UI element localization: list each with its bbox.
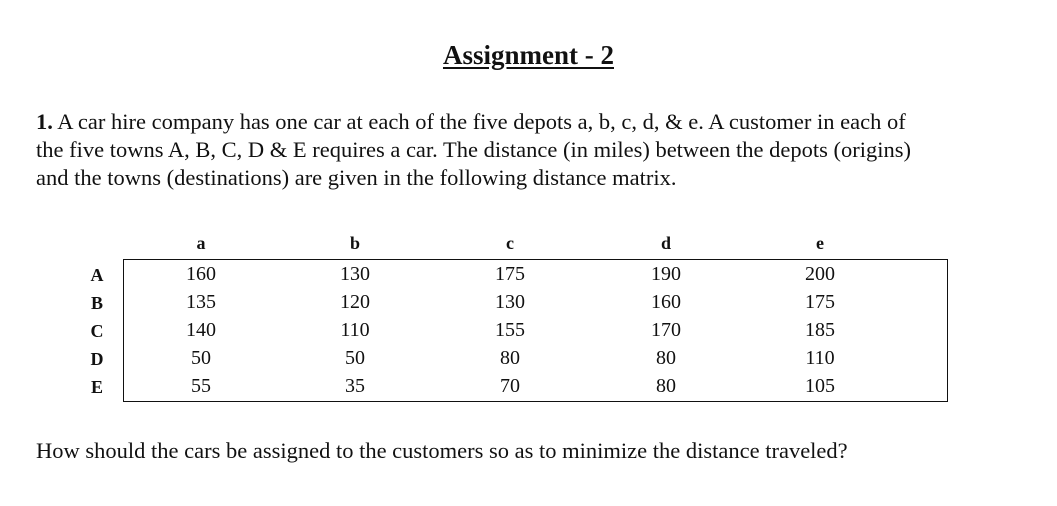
matrix-cell: 200 xyxy=(805,263,835,285)
matrix-cell: 140 xyxy=(186,319,216,341)
matrix-cell: 135 xyxy=(186,291,216,313)
row-label: A xyxy=(90,265,104,285)
matrix-cell: 130 xyxy=(495,291,525,313)
question-text: How should the cars be assigned to the customers so as to minimize the distance traveled? xyxy=(36,438,848,463)
row-label: B xyxy=(90,293,103,313)
matrix-cell: 50 xyxy=(191,347,211,369)
matrix-cell: 80 xyxy=(656,375,676,397)
matrix-cell: 110 xyxy=(805,347,835,369)
column-header: b xyxy=(349,233,360,253)
matrix-cell: 70 xyxy=(500,375,520,397)
matrix-cell: 160 xyxy=(651,291,681,313)
column-header: c xyxy=(506,233,514,253)
column-header: a xyxy=(196,233,206,253)
matrix-cell: 160 xyxy=(186,263,216,285)
matrix-cell: 155 xyxy=(495,319,525,341)
column-header: e xyxy=(816,233,824,253)
matrix-cell: 130 xyxy=(340,263,370,285)
matrix-cell: 170 xyxy=(651,319,681,341)
problem-number: 1. xyxy=(36,109,53,134)
matrix-cell: 80 xyxy=(500,347,520,369)
row-label: D xyxy=(90,349,104,369)
matrix-cell: 35 xyxy=(345,375,365,397)
matrix-cell: 55 xyxy=(191,375,211,397)
matrix-cell: 185 xyxy=(805,319,835,341)
problem-statement xyxy=(36,108,936,192)
matrix-cell: 175 xyxy=(495,263,525,285)
matrix-cell: 120 xyxy=(340,291,370,313)
matrix-cell: 80 xyxy=(656,347,676,369)
column-header: d xyxy=(660,233,671,253)
problem-text: A car hire company has one car at each of the five depots a, b, c, d, & e. A customer in each of the five towns A, B, C, D & E requires a car. The distance (in miles) between the depots (origins) and the towns (destinations) are given in the following distance matrix. xyxy=(36,109,911,190)
page-title: Assignment - 2 xyxy=(442,40,614,70)
matrix-cell: 50 xyxy=(345,347,365,369)
row-label: E xyxy=(90,377,103,397)
row-label: C xyxy=(90,321,104,341)
matrix-cell: 175 xyxy=(805,291,835,313)
matrix-cell: 110 xyxy=(340,319,370,341)
matrix-cell: 105 xyxy=(805,375,835,397)
matrix-cell: 190 xyxy=(651,263,681,285)
